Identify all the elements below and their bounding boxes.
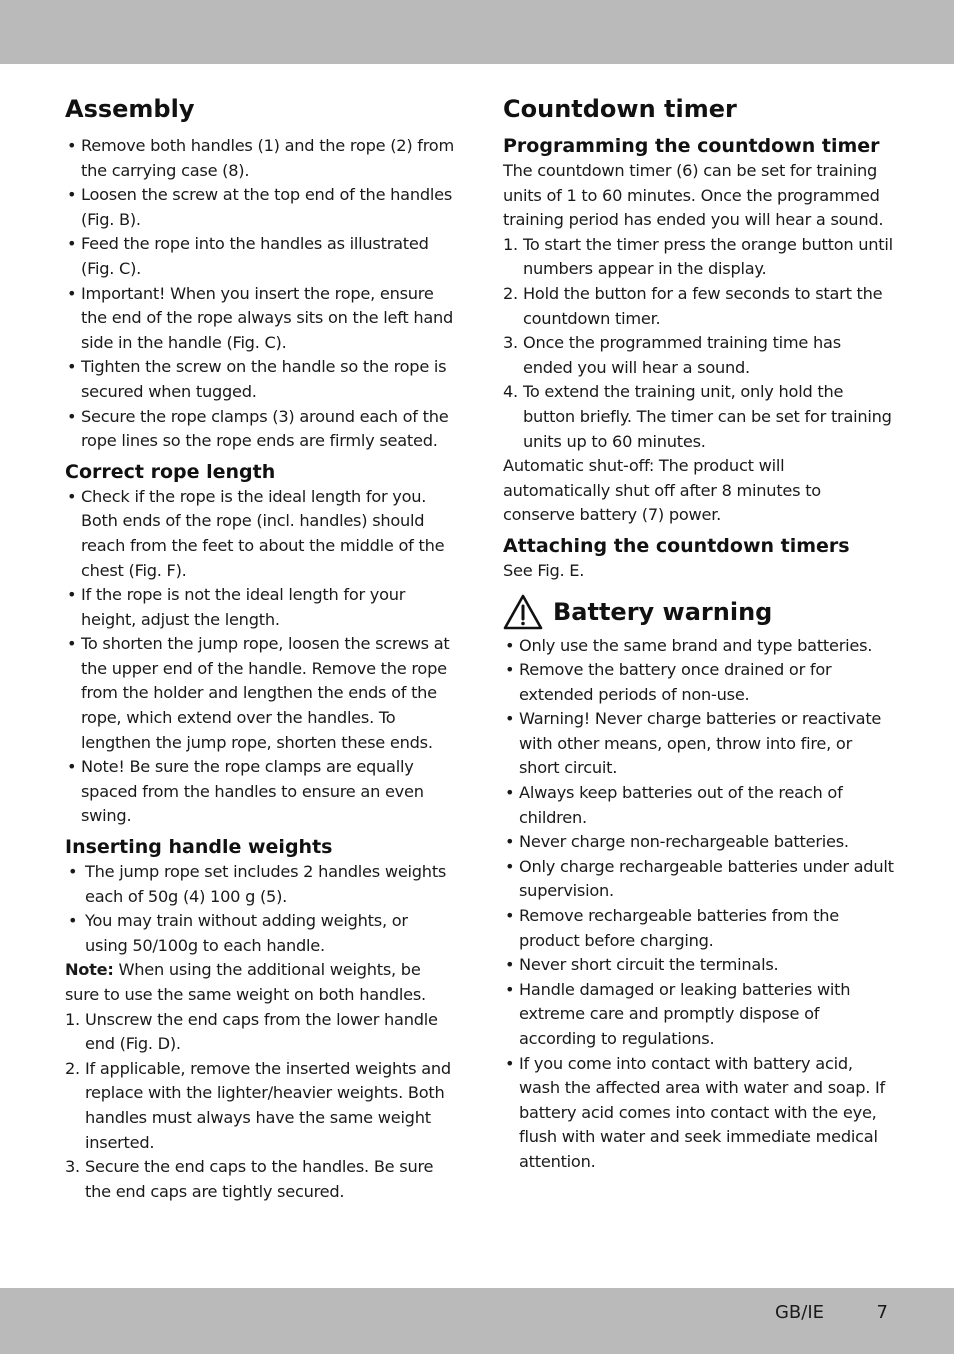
list-item: • To shorten the jump rope, loosen the screws at the upper end of the handle. Remove the rope from the holder and lengthen the ends of the rope, which extend over the handles. To lengthen the jump rope, shorten these ends.: [65, 632, 455, 755]
list-item: • Remove both handles (1) and the rope (2) from the carrying case (8).: [65, 134, 455, 183]
step-number: 3.: [503, 333, 518, 353]
weights-list: [65, 860, 455, 958]
list-item: • Only charge rechargeable batteries under adult supervision.: [503, 855, 895, 904]
programming-heading: Programming the countdown timer: [503, 135, 880, 157]
list-item: • Always keep batteries out of the reach of children.: [503, 781, 895, 830]
list-item: [503, 282, 895, 331]
step-number: 2.: [65, 1058, 80, 1078]
list-item: • Never short circuit the terminals.: [503, 953, 895, 978]
note-label: Note:: [65, 960, 114, 980]
left-column: [65, 92, 455, 1204]
step-number: 3.: [65, 1157, 80, 1177]
list-item: [65, 1155, 455, 1204]
step-number: 2.: [503, 283, 518, 303]
list-item: • Warning! Never charge batteries or reactivate with other means, open, throw into fire, or short circuit.: [503, 707, 895, 781]
weights-steps: [65, 1008, 455, 1205]
footer-language: GB/IE: [774, 1302, 824, 1323]
step-text: To extend the training unit, only hold the button briefly. The timer can be set for training units up to 60 minutes.: [523, 382, 892, 451]
rope-length-list: [65, 485, 455, 829]
step-text: Once the programmed training time has ended you will hear a sound.: [523, 333, 841, 377]
list-item: • Only use the same brand and type batteries.: [503, 634, 895, 659]
assembly-heading: Assembly: [65, 95, 195, 123]
list-item: • Important! When you insert the rope, ensure the end of the rope always sits on the left hand side in the handle (Fig. C).: [65, 282, 455, 356]
list-item: • Handle damaged or leaking batteries with extreme care and promptly dispose of according to regulations.: [503, 978, 895, 1052]
countdown-heading: Countdown timer: [503, 95, 737, 123]
list-item: [503, 233, 895, 282]
list-item: • You may train without adding weights, or using 50/100g to each handle.: [65, 909, 455, 958]
battery-warning-header: [503, 594, 895, 630]
weights-note: [65, 958, 455, 1007]
list-item: [65, 1008, 455, 1057]
list-item: • Never charge non-rechargeable batteries.: [503, 830, 895, 855]
list-item: [503, 331, 895, 380]
rope-length-heading: Correct rope length: [65, 460, 276, 483]
list-item: • If the rope is not the ideal length for your height, adjust the length.: [65, 583, 455, 632]
list-item: • If you come into contact with battery acid, wash the affected area with water and soap. If battery acid comes into contact with the eye, flush with water and seek immediate medical attention.: [503, 1052, 895, 1175]
step-text: Unscrew the end caps from the lower handle end (Fig. D).: [85, 1009, 438, 1054]
attaching-text: See Fig. E.: [503, 560, 585, 580]
list-item: [65, 1057, 455, 1155]
step-text: Secure the end caps to the handles. Be sure the end caps are tightly secured.: [85, 1157, 434, 1201]
list-item: • Remove the battery once drained or for extended periods of non-use.: [503, 658, 895, 707]
weights-heading: Inserting handle weights: [65, 836, 333, 859]
page-number: 7: [876, 1302, 888, 1323]
battery-list: [503, 634, 895, 1175]
list-item: • Loosen the screw at the top end of the handles (Fig. B).: [65, 183, 455, 232]
note-text: When using the additional weights, be sure to use the same weight on both handles.: [65, 960, 426, 1004]
list-item: [503, 380, 895, 454]
warning-triangle-icon: [503, 594, 543, 630]
footer-band: [0, 1288, 954, 1354]
list-item: • The jump rope set includes 2 handles weights each of 50g (4) 100 g (5).: [65, 860, 455, 909]
auto-shutoff-text: Automatic shut-off: The product will automatically shut off after 8 minutes to conserve battery (7) power.: [503, 456, 821, 525]
step-text: If applicable, remove the inserted weights and replace with the lighter/heavier weights. Both handles must always have the same weight inserted.: [85, 1058, 451, 1152]
list-item: • Check if the rope is the ideal length for you. Both ends of the rope (incl. handles) should reach from the feet to about the middle of the chest (Fig. F).: [65, 485, 455, 583]
list-item: • Feed the rope into the handles as illustrated (Fig. C).: [65, 232, 455, 281]
step-text: Hold the button for a few seconds to start the countdown timer.: [523, 283, 883, 328]
step-text: To start the timer press the orange button until numbers appear in the display.: [523, 234, 893, 279]
list-item: • Tighten the screw on the handle so the rope is secured when tugged.: [65, 355, 455, 404]
step-number: 4.: [503, 382, 518, 402]
list-item: • Remove rechargeable batteries from the product before charging.: [503, 904, 895, 953]
right-column: [503, 92, 895, 1175]
battery-warning-heading: Battery warning: [553, 597, 773, 626]
header-band: [0, 0, 954, 64]
attaching-heading: Attaching the countdown timers: [503, 534, 850, 557]
step-number: 1.: [503, 234, 518, 254]
list-item: • Note! Be sure the rope clamps are equally spaced from the handles to ensure an even swing.: [65, 755, 455, 829]
step-number: 1.: [65, 1009, 80, 1029]
assembly-list: [65, 134, 455, 454]
timer-intro: The countdown timer (6) can be set for training units of 1 to 60 minutes. Once the programmed training period has ended you will hear a sound.: [503, 161, 884, 230]
timer-steps: [503, 233, 895, 454]
list-item: • Secure the rope clamps (3) around each of the rope lines so the rope ends are firmly seated.: [65, 405, 455, 454]
